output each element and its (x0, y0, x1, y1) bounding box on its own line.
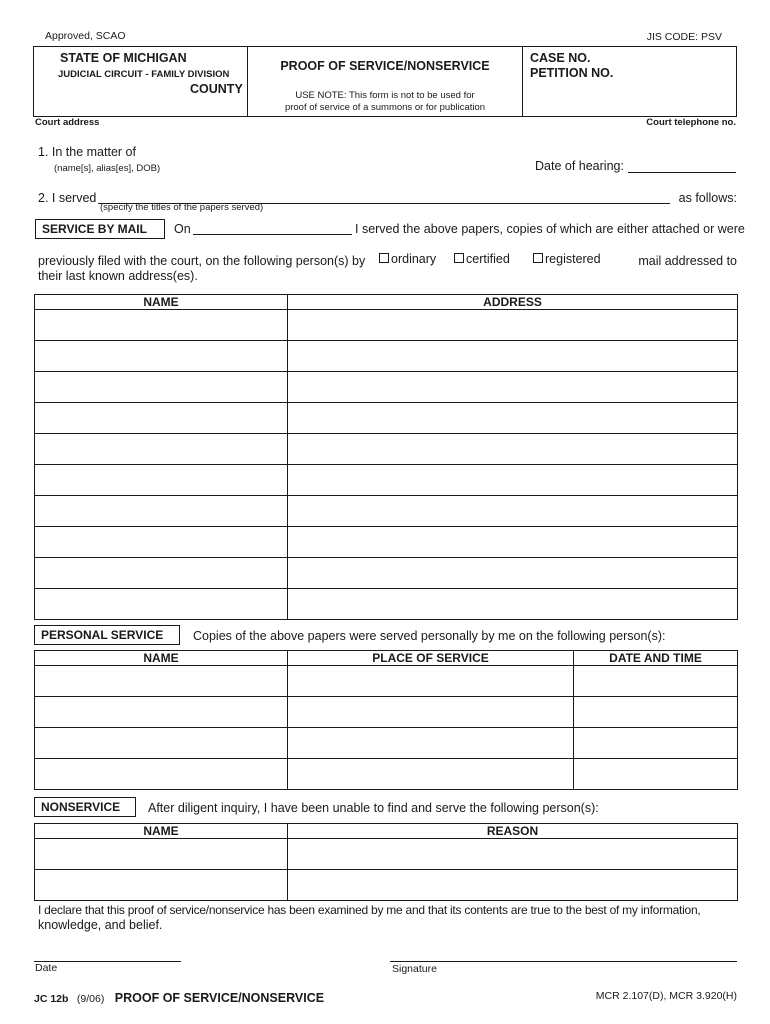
table-cell[interactable] (288, 558, 738, 589)
table-cell[interactable] (288, 839, 738, 870)
signature-label: Signature (392, 963, 437, 975)
jis-code: JIS CODE: PSV (646, 31, 722, 43)
table-cell[interactable] (35, 589, 288, 620)
table-cell[interactable] (35, 527, 288, 558)
table-cell[interactable] (288, 728, 574, 759)
nonservice-table (34, 823, 738, 901)
table-cell[interactable] (35, 759, 288, 790)
registered-checkbox[interactable] (533, 253, 543, 263)
table-cell[interactable] (35, 839, 288, 870)
footer-title: PROOF OF SERVICE/NONSERVICE (114, 991, 325, 1005)
signature-field[interactable] (390, 961, 737, 962)
table-cell[interactable] (574, 697, 738, 728)
table-cell[interactable] (35, 341, 288, 372)
certified-label: certified (466, 252, 510, 266)
table-cell[interactable] (574, 666, 738, 697)
table-cell[interactable] (288, 310, 738, 341)
nonservice-col-reason: REASON (288, 824, 738, 839)
served-label: 2. I served (38, 191, 97, 205)
personal-col-place: PLACE OF SERVICE (288, 651, 574, 666)
as-follows-label: as follows: (678, 191, 737, 205)
table-cell[interactable] (288, 496, 738, 527)
table-cell[interactable] (35, 403, 288, 434)
footer-form-id-group (34, 989, 324, 1007)
table-cell[interactable] (288, 697, 574, 728)
personal-col-name: NAME (35, 651, 288, 666)
table-cell[interactable] (35, 558, 288, 589)
mail-text-2: previously filed with the court, on the following person(s) by (38, 254, 366, 268)
circuit-label: JUDICIAL CIRCUIT - FAMILY DIVISION (58, 69, 230, 80)
date-of-hearing-label: Date of hearing: (535, 159, 624, 173)
nonservice-label: NONSERVICE (34, 797, 136, 817)
mail-text-1: I served the above papers, copies of which are either attached or were (355, 222, 745, 236)
mail-addressed-label: mail addressed to (638, 254, 737, 268)
use-note-1: USE NOTE: This form is not to be used for (295, 90, 475, 101)
table-cell[interactable] (288, 589, 738, 620)
mail-col-name: NAME (35, 295, 288, 310)
matter-label: 1. In the matter of (38, 145, 136, 159)
served-sublabel: (specify the titles of the papers served) (100, 202, 264, 213)
table-cell[interactable] (288, 341, 738, 372)
personal-col-date: DATE AND TIME (574, 651, 738, 666)
mail-text-3: their last known address(es). (38, 269, 198, 283)
certified-checkbox[interactable] (454, 253, 464, 263)
date-of-hearing-field[interactable] (628, 172, 736, 173)
approved-text: Approved, SCAO (45, 30, 126, 42)
registered-label: registered (545, 252, 601, 266)
table-cell[interactable] (288, 434, 738, 465)
table-cell[interactable] (288, 870, 738, 901)
table-cell[interactable] (288, 759, 574, 790)
table-cell[interactable] (35, 434, 288, 465)
footer-revision: (9/06) (76, 993, 105, 1005)
table-cell[interactable] (288, 403, 738, 434)
date-label: Date (35, 962, 58, 974)
table-cell[interactable] (35, 870, 288, 901)
personal-text: Copies of the above papers were served personally by me on the following person(s): (193, 629, 666, 643)
court-address-label: Court address (35, 117, 100, 128)
personal-table (34, 650, 738, 790)
service-by-mail-label: SERVICE BY MAIL (35, 219, 165, 239)
declaration-line-2: knowledge, and belief. (38, 918, 163, 932)
table-cell[interactable] (288, 372, 738, 403)
petition-no-label: PETITION NO. (530, 66, 614, 80)
table-cell[interactable] (35, 465, 288, 496)
county-label: COUNTY (190, 82, 243, 96)
mail-table (34, 294, 738, 620)
ordinary-checkbox[interactable] (379, 253, 389, 263)
table-cell[interactable] (35, 728, 288, 759)
ordinary-option[interactable] (379, 252, 436, 266)
on-label: On (174, 222, 191, 236)
footer-rules: MCR 2.107(D), MCR 3.920(H) (595, 990, 737, 1002)
case-no-label: CASE NO. (530, 51, 591, 65)
table-cell[interactable] (288, 666, 574, 697)
certified-option[interactable] (454, 252, 510, 266)
table-cell[interactable] (35, 496, 288, 527)
court-telephone-label: Court telephone no. (646, 117, 736, 128)
state-label: STATE OF MICHIGAN (60, 51, 187, 65)
table-cell[interactable] (574, 728, 738, 759)
declaration-line-1: I declare that this proof of service/nonservice has been examined by me and that its contents are true to the best of my information, (38, 903, 701, 917)
form-title: PROOF OF SERVICE/NONSERVICE (280, 59, 490, 73)
registered-option[interactable] (533, 252, 601, 266)
table-cell[interactable] (574, 759, 738, 790)
ordinary-label: ordinary (391, 252, 437, 266)
table-cell[interactable] (35, 310, 288, 341)
table-cell[interactable] (35, 697, 288, 728)
table-cell[interactable] (288, 465, 738, 496)
table-cell[interactable] (35, 372, 288, 403)
table-cell[interactable] (35, 666, 288, 697)
matter-sublabel: (name[s], alias[es], DOB) (54, 163, 161, 174)
nonservice-col-name: NAME (35, 824, 288, 839)
footer-form-id: JC 12b (34, 993, 69, 1005)
mail-date-field[interactable] (193, 234, 352, 235)
table-cell[interactable] (288, 527, 738, 558)
nonservice-text: After diligent inquiry, I have been unable to find and serve the following person(s): (148, 801, 599, 815)
personal-service-label: PERSONAL SERVICE (34, 625, 180, 645)
mail-col-address: ADDRESS (288, 295, 738, 310)
use-note-2: proof of service of a summons or for publication (284, 102, 486, 113)
